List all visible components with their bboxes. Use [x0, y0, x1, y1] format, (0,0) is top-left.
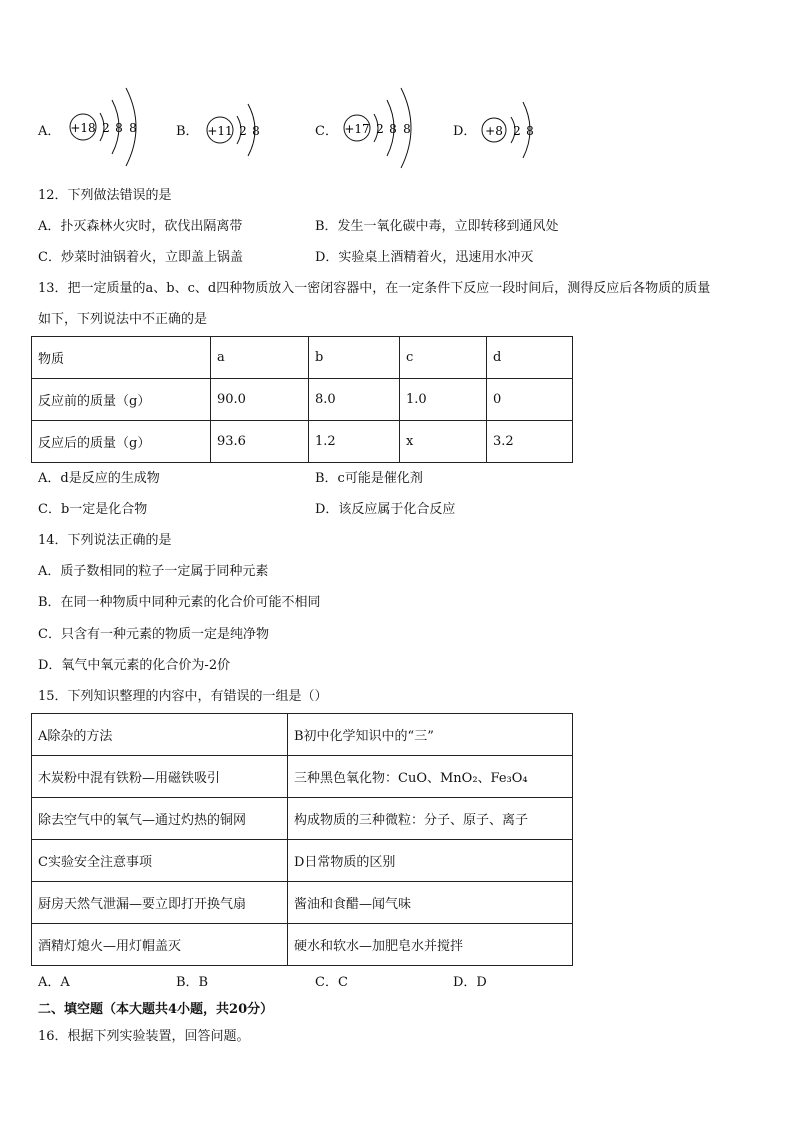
table-cell: a — [211, 337, 309, 379]
table-cell: 酱油和食醋—闻气味 — [288, 882, 573, 924]
knowledge-table — [31, 713, 573, 966]
q12-option-c: C．炒菜时油锅着火，立即盖上锅盖 — [38, 250, 243, 265]
shell-electrons: 8 — [129, 121, 137, 135]
atom-diagram — [176, 80, 276, 170]
option-letter: A． — [38, 124, 61, 139]
atom-diagram — [453, 80, 553, 170]
shell-electrons: 8 — [389, 122, 397, 136]
table-cell: 0 — [487, 379, 573, 421]
table-cell: 厨房天然气泄漏—要立即打开换气扇 — [32, 882, 288, 924]
atom-option-d — [453, 80, 553, 170]
table-cell: d — [487, 337, 573, 379]
q12-option-b: B．发生一氧化碳中毒，立即转移到通风处 — [315, 219, 559, 234]
table-cell: 90.0 — [211, 379, 309, 421]
nucleus-charge: +8 — [485, 124, 503, 138]
table-cell: 93.6 — [211, 421, 309, 463]
question-15-stem: 15．下列知识整理的内容中，有错误的一组是（） — [38, 689, 328, 704]
table-cell: 1.0 — [400, 379, 487, 421]
option-letter: C． — [315, 124, 338, 139]
q15-option-d: D．D — [453, 975, 487, 990]
mass-table — [31, 336, 573, 463]
table-cell: 酒精灯熄火—用灯帽盖灭 — [32, 924, 288, 966]
q14-option-a: A．质子数相同的粒子一定属于同种元素 — [38, 564, 269, 579]
question-13-stem: 13．把一定质量的a、b、c、d四种物质放入一密闭容器中，在一定条件下反应一段时间后，测得反应后各物质的质量 — [38, 281, 711, 296]
table-row — [32, 798, 573, 840]
nucleus-charge: +18 — [70, 121, 96, 135]
table-row — [32, 840, 573, 882]
question-16-stem: 16．根据下列实验装置，回答问题。 — [38, 1029, 250, 1044]
atom-diagram — [38, 80, 158, 170]
q14-option-c: C．只含有一种元素的物质一定是纯净物 — [38, 627, 269, 642]
table-cell: 物质 — [32, 337, 211, 379]
table-row — [32, 379, 573, 421]
table-row — [32, 714, 573, 756]
atom-option-b — [176, 80, 276, 170]
table-row — [32, 924, 573, 966]
table-cell: b — [309, 337, 400, 379]
table-row — [32, 756, 573, 798]
table-cell: 反应后的质量（g） — [32, 421, 211, 463]
q12-option-a: A．扑灭森林火灾时，砍伐出隔离带 — [38, 219, 243, 234]
atom-option-c — [315, 80, 435, 170]
q15-option-c: C．C — [315, 975, 348, 990]
shell-electrons: 8 — [403, 122, 411, 136]
q13-option-b: B．c可能是催化剂 — [315, 471, 423, 486]
nucleus-charge: +17 — [344, 122, 370, 136]
table-cell: 3.2 — [487, 421, 573, 463]
table-cell: x — [400, 421, 487, 463]
table-cell: 8.0 — [309, 379, 400, 421]
q15-option-b: B．B — [176, 975, 209, 990]
q13-option-c: C．b一定是化合物 — [38, 502, 148, 517]
q15-option-a: A．A — [38, 975, 70, 990]
option-letter: D． — [453, 124, 477, 139]
shell-electrons: 2 — [239, 124, 247, 138]
table-row — [32, 421, 573, 463]
table-cell: c — [400, 337, 487, 379]
atom-option-a — [38, 80, 158, 170]
table-cell: A除杂的方法 — [32, 714, 288, 756]
shell-electrons: 2 — [513, 124, 521, 138]
table-cell: C实验安全注意事项 — [32, 840, 288, 882]
q14-option-b: B．在同一种物质中同种元素的化合价可能不相同 — [38, 595, 321, 610]
atom-diagram — [315, 80, 435, 170]
table-cell: 反应前的质量（g） — [32, 379, 211, 421]
table-row — [32, 882, 573, 924]
question-13-stem-cont: 如下，下列说法中不正确的是 — [38, 312, 208, 327]
shell-electrons: 8 — [115, 121, 123, 135]
section-heading: 二、填空题（本大题共4小题，共20分） — [38, 1002, 274, 1017]
q13-option-d: D．该反应属于化合反应 — [315, 502, 456, 517]
q13-option-a: A．d是反应的生成物 — [38, 471, 160, 486]
question-12-stem: 12．下列做法错误的是 — [38, 188, 172, 203]
table-cell: D日常物质的区别 — [288, 840, 573, 882]
table-cell: 构成物质的三种微粒：分子、原子、离子 — [288, 798, 573, 840]
table-cell: 三种黑色氧化物：CuO、MnO₂、Fe₃O₄ — [288, 756, 573, 798]
shell-electrons: 2 — [102, 121, 110, 135]
q12-option-d: D．实验桌上酒精着火，迅速用水冲灭 — [315, 250, 534, 265]
table-header-row — [32, 337, 573, 379]
nucleus-charge: +11 — [207, 124, 233, 138]
q14-option-d: D．氧气中氧元素的化合价为-2价 — [38, 658, 231, 673]
option-letter: B． — [176, 124, 199, 139]
table-cell: 木炭粉中混有铁粉—用磁铁吸引 — [32, 756, 288, 798]
shell-electrons: 8 — [252, 124, 260, 138]
table-cell: B初中化学知识中的“三” — [288, 714, 573, 756]
table-cell: 1.2 — [309, 421, 400, 463]
shell-electrons: 2 — [376, 122, 384, 136]
table-cell: 硬水和软水—加肥皂水并搅拌 — [288, 924, 573, 966]
shell-electrons: 8 — [526, 124, 534, 138]
table-cell: 除去空气中的氧气—通过灼热的铜网 — [32, 798, 288, 840]
question-14-stem: 14．下列说法正确的是 — [38, 533, 172, 548]
